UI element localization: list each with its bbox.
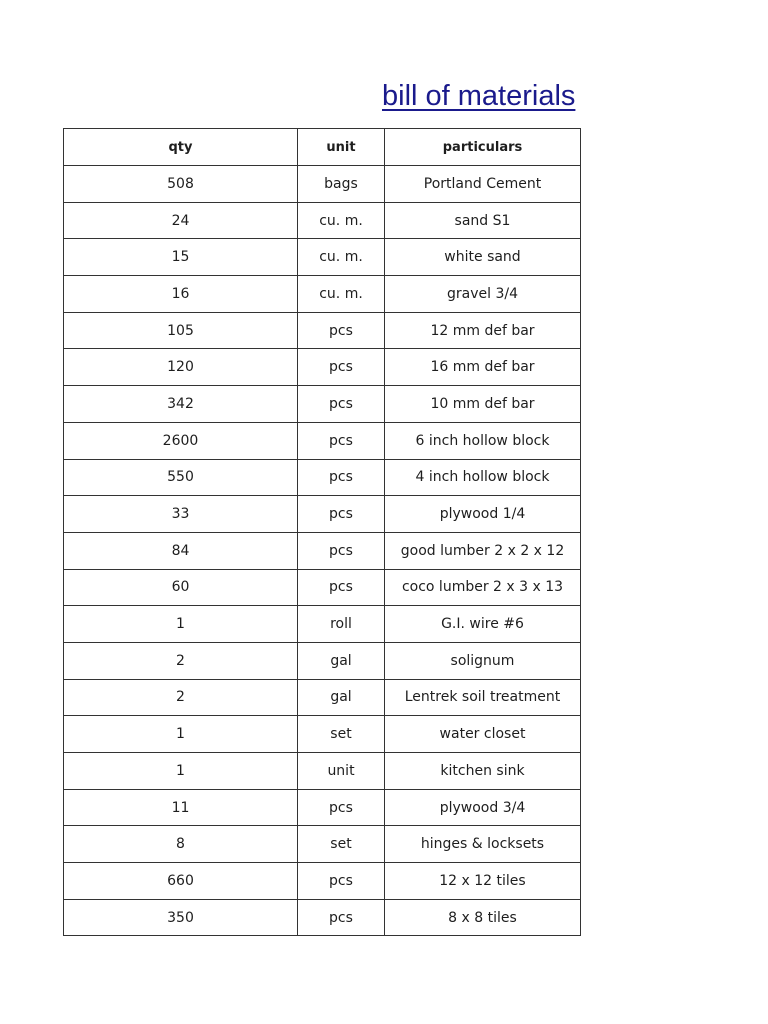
column-header-particulars: particulars (385, 129, 581, 166)
cell-qty: 105 (64, 312, 298, 349)
table-row (64, 826, 581, 863)
table-row (64, 166, 581, 203)
cell-particulars: kitchen sink (385, 753, 581, 790)
table-row (64, 239, 581, 276)
cell-particulars: 12 x 12 tiles (385, 863, 581, 900)
cell-unit: unit (298, 753, 385, 790)
cell-qty: 84 (64, 532, 298, 569)
cell-unit: pcs (298, 496, 385, 533)
table-row (64, 496, 581, 533)
column-header-unit: unit (298, 129, 385, 166)
cell-particulars: gravel 3/4 (385, 276, 581, 313)
cell-unit: pcs (298, 312, 385, 349)
cell-particulars: white sand (385, 239, 581, 276)
table-row (64, 276, 581, 313)
cell-unit: cu. m. (298, 239, 385, 276)
cell-particulars: plywood 1/4 (385, 496, 581, 533)
cell-qty: 120 (64, 349, 298, 386)
table-row (64, 349, 581, 386)
cell-qty: 1 (64, 606, 298, 643)
cell-unit: roll (298, 606, 385, 643)
cell-qty: 2 (64, 679, 298, 716)
cell-unit: cu. m. (298, 202, 385, 239)
cell-unit: set (298, 716, 385, 753)
cell-unit: pcs (298, 422, 385, 459)
table-row (64, 532, 581, 569)
cell-unit: gal (298, 642, 385, 679)
cell-qty: 342 (64, 386, 298, 423)
table-row (64, 569, 581, 606)
cell-qty: 11 (64, 789, 298, 826)
table-row (64, 753, 581, 790)
cell-qty: 33 (64, 496, 298, 533)
cell-particulars: solignum (385, 642, 581, 679)
cell-particulars: Lentrek soil treatment (385, 679, 581, 716)
cell-particulars: plywood 3/4 (385, 789, 581, 826)
page-title: bill of materials (382, 80, 576, 112)
table-row (64, 789, 581, 826)
cell-qty: 508 (64, 166, 298, 203)
cell-unit: pcs (298, 899, 385, 936)
cell-unit: pcs (298, 532, 385, 569)
column-header-qty: qty (64, 129, 298, 166)
table-row (64, 386, 581, 423)
cell-qty: 350 (64, 899, 298, 936)
title-container (382, 76, 579, 120)
cell-particulars: hinges & locksets (385, 826, 581, 863)
cell-qty: 8 (64, 826, 298, 863)
cell-qty: 2 (64, 642, 298, 679)
cell-particulars: 6 inch hollow block (385, 422, 581, 459)
cell-particulars: 10 mm def bar (385, 386, 581, 423)
cell-unit: pcs (298, 863, 385, 900)
table-header-row (64, 129, 581, 166)
cell-unit: pcs (298, 459, 385, 496)
materials-table (63, 128, 581, 936)
cell-unit: cu. m. (298, 276, 385, 313)
cell-unit: pcs (298, 349, 385, 386)
cell-particulars: water closet (385, 716, 581, 753)
table-row (64, 899, 581, 936)
table-row (64, 312, 581, 349)
cell-qty: 24 (64, 202, 298, 239)
cell-unit: set (298, 826, 385, 863)
table-row (64, 716, 581, 753)
cell-particulars: coco lumber 2 x 3 x 13 (385, 569, 581, 606)
cell-unit: bags (298, 166, 385, 203)
cell-unit: pcs (298, 386, 385, 423)
table-row (64, 863, 581, 900)
cell-unit: gal (298, 679, 385, 716)
cell-qty: 1 (64, 716, 298, 753)
cell-particulars: 16 mm def bar (385, 349, 581, 386)
cell-qty: 550 (64, 459, 298, 496)
cell-qty: 660 (64, 863, 298, 900)
cell-unit: pcs (298, 569, 385, 606)
table-row (64, 459, 581, 496)
cell-particulars: 8 x 8 tiles (385, 899, 581, 936)
cell-particulars: Portland Cement (385, 166, 581, 203)
cell-unit: pcs (298, 789, 385, 826)
table-row (64, 642, 581, 679)
table-row (64, 606, 581, 643)
cell-particulars: G.I. wire #6 (385, 606, 581, 643)
cell-qty: 1 (64, 753, 298, 790)
cell-qty: 15 (64, 239, 298, 276)
table-row (64, 202, 581, 239)
cell-qty: 16 (64, 276, 298, 313)
table-row (64, 679, 581, 716)
table-body (64, 166, 581, 936)
cell-qty: 60 (64, 569, 298, 606)
cell-particulars: sand S1 (385, 202, 581, 239)
cell-particulars: good lumber 2 x 2 x 12 (385, 532, 581, 569)
cell-particulars: 12 mm def bar (385, 312, 581, 349)
table-row (64, 422, 581, 459)
cell-particulars: 4 inch hollow block (385, 459, 581, 496)
cell-qty: 2600 (64, 422, 298, 459)
